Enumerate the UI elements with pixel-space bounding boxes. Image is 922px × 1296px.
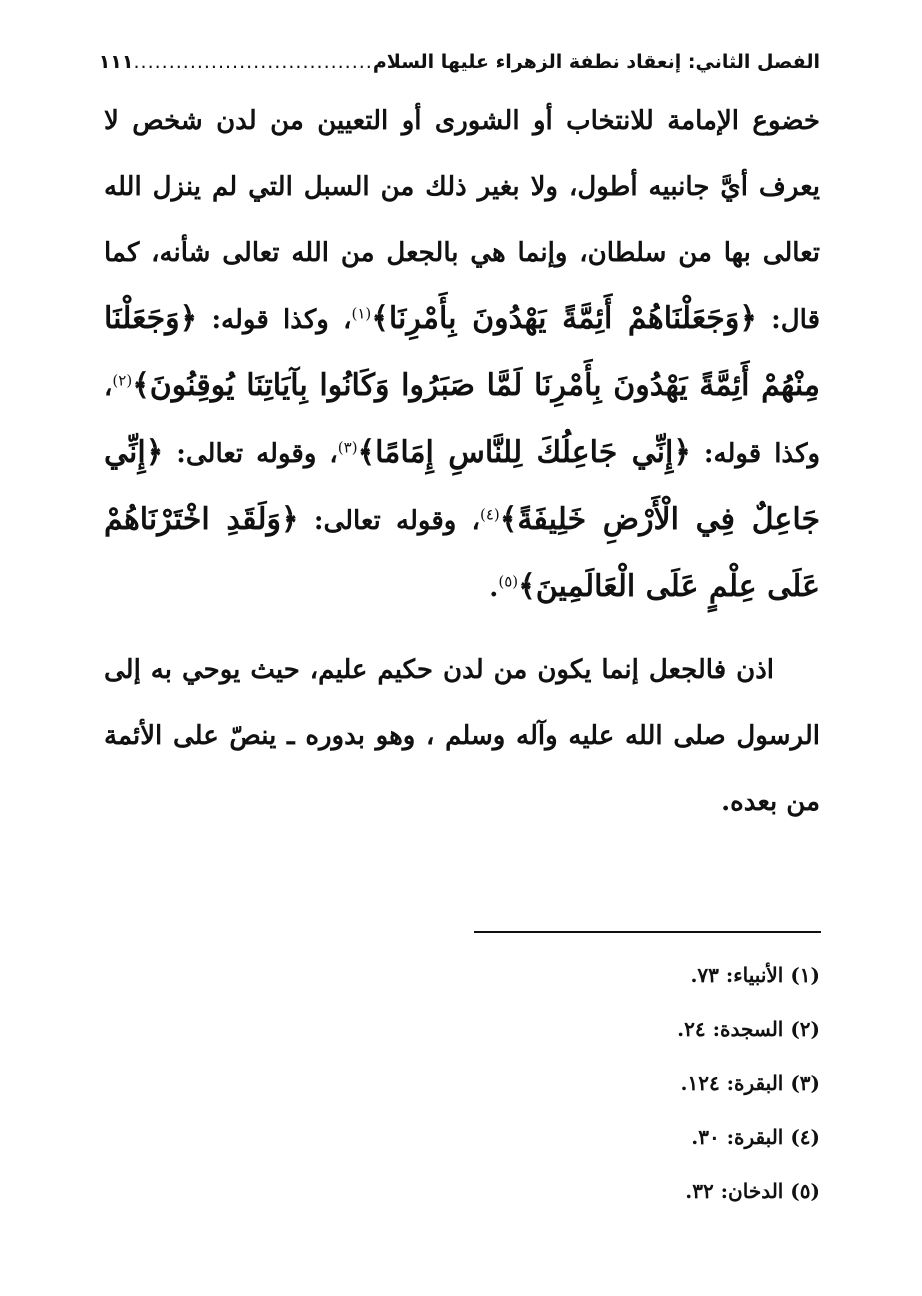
footnote-1: (١) الأنبياء: ٧٣.: [690, 963, 820, 987]
footnote-ref-3: (٣): [337, 438, 358, 457]
quran-verse-5: ﴿وَلَقَدِ اخْتَرْنَاهُمْ عَلَى عِلْمٍ عَلَى الْعَالَمِينَ﴾: [104, 502, 820, 604]
footnote-ref-5: (٥): [498, 572, 519, 591]
main-text: [104, 88, 820, 835]
paragraph-2: اذن فالجعل إنما يكون من لدن حكيم عليم، حيث يوحي به إلى الرسول صلى الله عليه وآله وسلم ، وهو بدوره ـ ينصّ على الأئمة من بعده.: [104, 655, 820, 817]
quran-verse-2: ﴿وَجَعَلْنَا مِنْهُمْ أَئِمَّةً يَهْدُونَ بِأَمْرِنَا لَمَّا صَبَرُوا وَكَانُوا بِآيَاتِنَا يُوقِنُونَ﴾: [104, 301, 820, 403]
footnote-3: (٣) البقرة: ١٢٤.: [680, 1071, 820, 1095]
paragraph-1-text-e: ، وقوله تعالى:: [298, 506, 480, 536]
footnotes: [104, 948, 820, 1218]
footnote-separator: [474, 931, 821, 933]
quran-verse-3: ﴿إِنِّي جَاعِلُكَ لِلنَّاسِ إِمَامًا﴾: [357, 435, 691, 470]
quran-verse-4: ﴿إِنِّي جَاعِلٌ فِي الْأَرْضِ خَلِيفَةً﴾: [104, 435, 821, 537]
running-title: الفصل الثاني: إنعقاد نطفة الزهراء عليها السلام: [372, 51, 820, 73]
page-header: [98, 44, 820, 80]
footnote-2: (٢) السجدة: ٢٤.: [677, 1017, 820, 1041]
paragraph-1-text-f: .: [489, 573, 499, 603]
paragraph-1-text-b: ، وكذا قوله:: [197, 305, 352, 335]
footnote-ref-1: (١): [351, 304, 372, 323]
paragraph-1-text-a: خضوع الإمامة للانتخاب أو الشورى أو التعيين من لدن شخص لا يعرف أيَّ جانبيه أطول، ولا بغير ذلك من السبل التي لم ينزل الله تعالى بها من سلطان، وإنما هي بالجعل من الله تعالى شأنه، كما قال:: [104, 106, 821, 335]
footnote-4: (٤) البقرة: ٣٠.: [691, 1125, 820, 1149]
paragraph-1-text-d: ، وقوله تعالى:: [163, 439, 338, 469]
footnote-5: (٥) الدخان: ٣٢.: [685, 1179, 820, 1203]
footnote-ref-4: (٤): [479, 505, 500, 524]
quran-verse-1: ﴿وَجَعَلْنَاهُمْ أَئِمَّةً يَهْدُونَ بِأَمْرِنَا﴾: [371, 301, 757, 336]
page-number: ١١١: [98, 51, 134, 73]
footnote-ref-2: (٢): [112, 371, 133, 390]
paragraph-1-text-c: ، وكذا قوله:: [104, 372, 821, 469]
header-leader-dots: ..................................: [133, 51, 373, 73]
paragraph-1: [104, 88, 820, 621]
